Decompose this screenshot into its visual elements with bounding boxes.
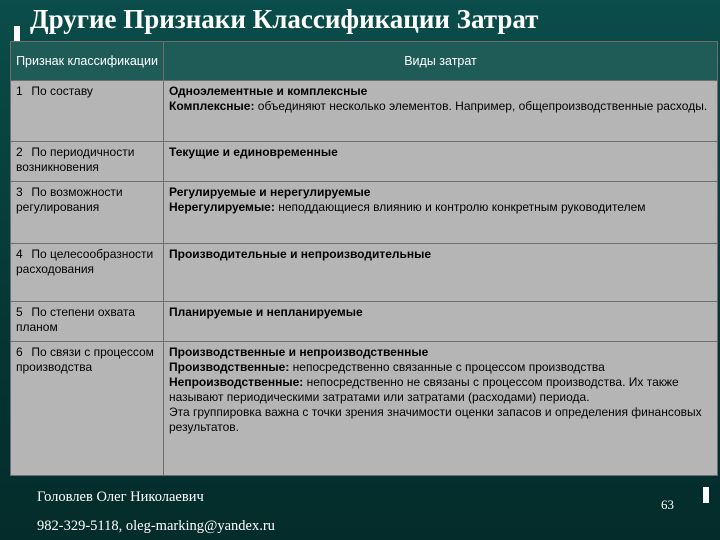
row-number: 1	[16, 84, 23, 98]
criterion-cell	[11, 244, 164, 302]
criterion-cell	[11, 142, 164, 182]
detail-term: Непроизводственные:	[169, 375, 304, 389]
table-row	[11, 81, 718, 142]
cost-types-detail	[169, 375, 712, 405]
author-contacts: 982-329-5118, oleg-marking@yandex.ru	[37, 518, 275, 534]
criterion-text: По целесообразности расходования	[16, 247, 154, 276]
cost-types-cell	[164, 182, 718, 244]
cost-types-detail	[169, 200, 712, 215]
row-number: 4	[16, 247, 23, 261]
criterion-cell	[11, 81, 164, 142]
row-number: 3	[16, 185, 23, 199]
table-row	[11, 244, 718, 302]
table-body	[11, 81, 718, 476]
row-number: 2	[16, 145, 23, 159]
cost-types-cell	[164, 81, 718, 142]
criterion-text: По периодичности возникновения	[16, 145, 135, 174]
detail-text: непосредственно связанные с процессом производства	[289, 360, 605, 374]
cost-types-cell	[164, 244, 718, 302]
table-row	[11, 182, 718, 244]
right-accent-bar	[703, 487, 709, 503]
detail-term: Производственные:	[169, 360, 290, 374]
cost-types-heading: Производительные и непроизводительные	[169, 247, 432, 261]
cost-types-detail	[169, 405, 712, 435]
criterion-cell	[11, 342, 164, 476]
cost-types-cell	[164, 142, 718, 182]
table-row	[11, 302, 718, 342]
detail-text: непосредственно не связаны с процессом производства. Их также называют периодическими затратами или затратами (расходами) периода.	[169, 375, 679, 404]
table-header-row	[11, 42, 718, 81]
cost-types-heading: Планируемые и непланируемые	[169, 305, 363, 319]
cost-types-heading: Текущие и единовременные	[169, 145, 338, 159]
criterion-cell	[11, 182, 164, 244]
header-cost-types: Виды затрат	[164, 42, 718, 81]
table-row	[11, 342, 718, 476]
criterion-text: По связи с процессом производства	[16, 345, 154, 374]
cost-types-heading: Производственные и непроизводственные	[169, 345, 429, 359]
cost-types-detail	[169, 360, 712, 375]
detail-text: объединяют несколько элементов. Например, общепроизводственные расходы.	[254, 99, 708, 113]
criterion-cell	[11, 302, 164, 342]
detail-term: Комплексные:	[169, 99, 255, 113]
table-row	[11, 142, 718, 182]
row-number: 6	[16, 345, 23, 359]
criterion-text: По степени охвата планом	[16, 305, 136, 334]
criterion-text: По возможности регулирования	[16, 185, 123, 214]
cost-types-cell	[164, 302, 718, 342]
cost-types-heading: Одноэлементные и комплексные	[169, 84, 368, 98]
row-number: 5	[16, 305, 23, 319]
page-number: 63	[661, 497, 674, 512]
cost-types-detail	[169, 99, 712, 114]
cost-types-heading: Регулируемые и нерегулируемые	[169, 185, 371, 199]
detail-text: неподдающиеся влиянию и контролю конкретным руководителем	[274, 200, 646, 214]
classification-table	[10, 41, 718, 476]
author-name: Головлев Олег Николаевич	[37, 489, 204, 505]
criterion-text: По составу	[31, 84, 93, 98]
slide-title: Другие Признаки Классификации Затрат	[30, 4, 539, 34]
cost-types-cell	[164, 342, 718, 476]
detail-text: Эта группировка важна с точки зрения значимости оценки запасов и определения финансовых результатов.	[169, 405, 702, 434]
header-criterion: Признак классификации	[11, 42, 164, 81]
detail-term: Нерегулируемые:	[169, 200, 275, 214]
